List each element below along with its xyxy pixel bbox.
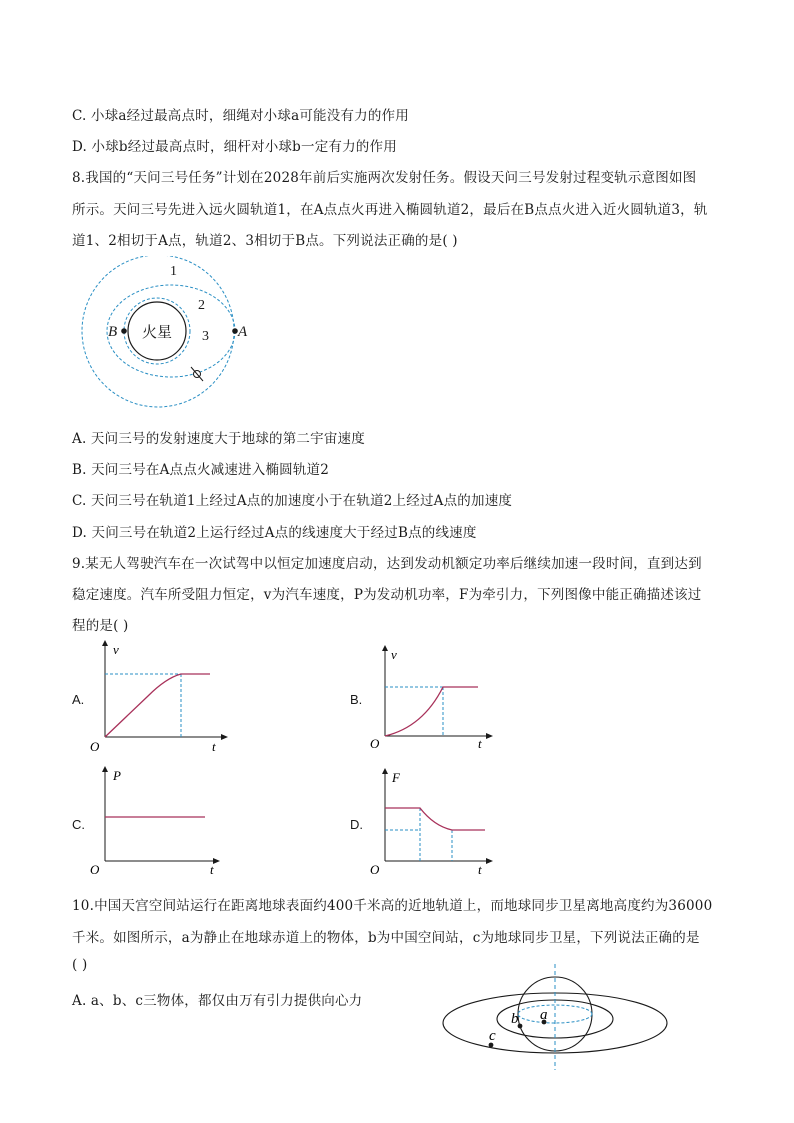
q10-stem-line1: 10.中国天宫空间站运行在距离地球表面约400千米高的近地轨道上，而地球同步卫星离地高度约为36000 <box>72 898 713 914</box>
graph-c-x-label: t <box>210 862 214 876</box>
graph-a-curve <box>105 674 210 737</box>
q7-option-d: D. 小球b经过最高点时，细杆对小球b一定有力的作用 <box>72 139 397 155</box>
q10-stem-line2: 千米。如图所示，a为静止在地球赤道上的物体，b为中国空间站，c为地球同步卫星，下列说法正确的是 <box>72 930 700 946</box>
q8-stem-line1: 8.我国的“天问三号任务”计划在2028年前后实施两次发射任务。假设天问三号发射过程变轨示意图如图 <box>72 170 697 186</box>
graph-a <box>88 640 228 752</box>
q8-option-a: A. 天问三号的发射速度大于地球的第二宇宙速度 <box>72 431 365 447</box>
graph-d-y-label: F <box>392 770 400 785</box>
point-a-label: A <box>238 324 248 340</box>
graph-a-y-label: v <box>113 642 119 657</box>
q8-orbit-diagram <box>76 256 256 416</box>
point-b-label: B <box>108 324 118 340</box>
object-c-label: c <box>489 1028 496 1044</box>
graph-a-origin: O <box>90 739 100 752</box>
q9-stem-line1: 9.某无人驾驶汽车在一次试驾中以恒定加速度启动，达到发动机额定功率后继续加速一段时间，直到达到 <box>72 556 702 572</box>
graph-d-curve <box>385 808 485 830</box>
q9-stem-line3: 程的是( ) <box>72 618 129 634</box>
graph-c-option-label: C. <box>72 817 85 832</box>
graph-a-option-label: A. <box>72 692 85 707</box>
graph-c-origin: O <box>90 862 100 876</box>
q8-option-b: B. 天问三号在A点点火减速进入椭圆轨道2 <box>72 462 330 478</box>
q8-option-d: D. 天问三号在轨道2上运行经过A点的线速度大于经过B点的线速度 <box>72 525 477 541</box>
spacecraft-icon <box>191 367 203 381</box>
graph-d <box>368 768 493 876</box>
mars-label: 火星 <box>141 325 173 341</box>
object-a-label: a <box>540 1007 548 1023</box>
graph-c <box>88 766 220 876</box>
q7-option-c: C. 小球a经过最高点时，细绳对小球a可能没有力的作用 <box>72 108 409 124</box>
graph-b-curve <box>385 687 478 736</box>
graph-a-x-label: t <box>212 739 216 752</box>
graph-d-origin: O <box>370 862 380 876</box>
q10-earth-diagram <box>440 962 672 1072</box>
q8-stem-line3: 道1、2相切于A点，轨道2、3相切于B点。下列说法正确的是( ) <box>72 233 458 249</box>
graph-b <box>368 645 493 751</box>
q9-stem-line2: 稳定速度。汽车所受阻力恒定，v为汽车速度，P为发动机功率，F为牵引力，下列图像中能正确描述该过 <box>72 587 702 603</box>
graph-d-option-label: D. <box>350 817 363 832</box>
q10-option-a: A. a、b、c三物体，都仅由万有引力提供向心力 <box>72 993 363 1009</box>
graph-b-y-label: v <box>391 647 397 662</box>
object-b-label: b <box>511 1011 519 1027</box>
graph-b-x-label: t <box>478 736 482 751</box>
orbit-1-label: 1 <box>170 264 177 279</box>
point-b-dot <box>121 328 127 334</box>
q8-option-c: C. 天问三号在轨道1上经过A点的加速度小于在轨道2上经过A点的加速度 <box>72 493 513 509</box>
graph-c-y-label: P <box>113 768 121 783</box>
point-a-dot <box>232 328 238 334</box>
orbit-2-label: 2 <box>198 298 205 313</box>
graph-d-x-label: t <box>478 862 482 876</box>
q10-stem-line3: ( ) <box>72 957 88 973</box>
orbit-3-label: 3 <box>202 329 209 344</box>
q8-stem-line2: 所示。天问三号先进入远火圆轨道1，在A点点火再进入椭圆轨道2，最后在B点点火进入近火圆轨道3，轨 <box>72 202 708 218</box>
graph-b-option-label: B. <box>350 692 363 707</box>
graph-b-origin: O <box>370 736 380 751</box>
